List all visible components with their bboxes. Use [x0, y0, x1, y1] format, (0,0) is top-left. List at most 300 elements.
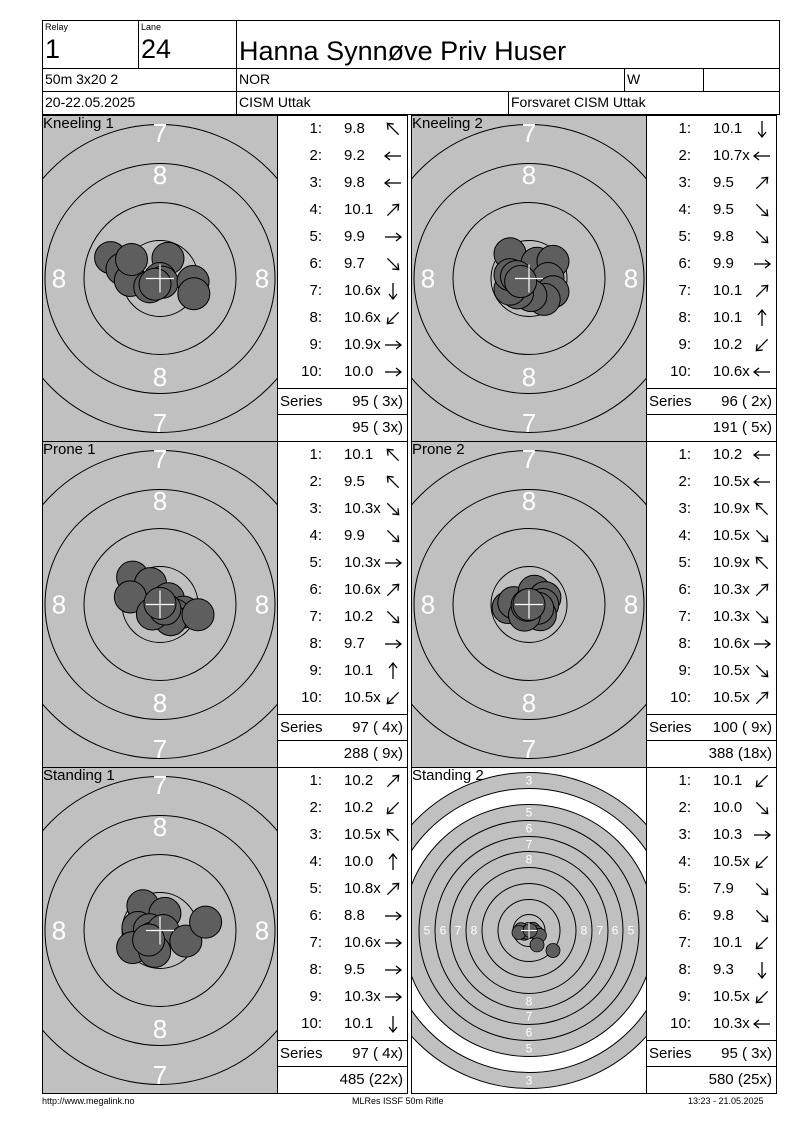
shot-direction-arrow-icon	[751, 145, 773, 167]
shot-direction-arrow-icon	[751, 1013, 773, 1035]
relay-label: Relay	[45, 22, 69, 32]
shot-row	[647, 768, 778, 795]
ring-label: 3	[525, 1073, 533, 1088]
shot-row	[278, 359, 409, 386]
series-label: Series	[280, 1045, 323, 1062]
series-total-row	[278, 388, 407, 416]
shot-direction-arrow-icon	[751, 552, 773, 574]
shot-direction-arrow-icon	[382, 226, 404, 248]
shot-direction-arrow-icon	[382, 851, 404, 873]
shot-row	[647, 957, 778, 984]
shot-number: 8:	[678, 635, 691, 652]
shot-number: 7:	[678, 282, 691, 299]
shot-direction-arrow-icon	[382, 1013, 404, 1035]
shot-row	[278, 876, 409, 903]
shot-row	[647, 496, 778, 523]
shot-number: 1:	[309, 772, 322, 789]
ring-label: 3	[525, 773, 533, 788]
event-name: 50m 3x20 2	[45, 71, 119, 87]
shot-direction-arrow-icon	[382, 905, 404, 927]
footer-timestamp: 13:23 - 21.05.2025	[688, 1096, 764, 1106]
shot-number: 2:	[678, 799, 691, 816]
shot-row	[647, 795, 778, 822]
shot-hole	[116, 244, 148, 276]
ring-label-top-8: 8	[152, 812, 168, 842]
ring-label-bottom-7: 7	[152, 734, 168, 764]
ring-label: 7	[596, 923, 604, 938]
shot-number: 8:	[309, 635, 322, 652]
ring-label-right-8: 8	[254, 263, 270, 294]
ring-label: 5	[423, 923, 431, 938]
cumulative-score: 95 ( 3x)	[352, 419, 403, 436]
target-face	[43, 768, 277, 1093]
shot-direction-arrow-icon	[751, 797, 773, 819]
shot-row	[647, 442, 778, 469]
shot-direction-arrow-icon	[751, 199, 773, 221]
shot-direction-arrow-icon	[751, 118, 773, 140]
shot-score: 10.1	[713, 934, 743, 951]
shot-number: 1:	[678, 446, 691, 463]
shot-score: 9.8	[344, 120, 365, 137]
shot-number: 6:	[309, 581, 322, 598]
shot-score: 10.2	[344, 799, 374, 816]
target-face	[43, 442, 277, 767]
series-label: Series	[280, 719, 323, 736]
shot-number: 7:	[309, 282, 322, 299]
shot-score: 9.8	[713, 907, 734, 924]
ring-label-top-7: 7	[152, 770, 168, 800]
ring-label-right-8: 8	[254, 915, 270, 946]
shot-direction-arrow-icon	[751, 361, 773, 383]
shot-score: 10.3x	[713, 608, 750, 625]
shot-row	[647, 903, 778, 930]
shot-hole	[139, 268, 171, 300]
shot-number: 5:	[678, 880, 691, 897]
shot-number: 3:	[678, 826, 691, 843]
shot-number: 8:	[678, 961, 691, 978]
shot-row	[278, 604, 409, 631]
shot-row	[647, 685, 778, 712]
shot-number: 4:	[678, 527, 691, 544]
shot-score: 10.1	[344, 446, 374, 463]
shot-row	[278, 523, 409, 550]
cumulative-total-row	[278, 414, 407, 442]
shot-score: 8.8	[344, 907, 365, 924]
series-total-row	[278, 1040, 407, 1068]
series-score: 97 ( 4x)	[352, 719, 403, 736]
ring-label-left-8: 8	[51, 915, 67, 946]
shot-score: 9.7	[344, 255, 365, 272]
shot-number: 2:	[678, 147, 691, 164]
target-face	[43, 116, 277, 441]
shot-score: 10.6x	[344, 309, 381, 326]
shot-direction-arrow-icon	[751, 280, 773, 302]
club-name: Forsvaret CISM Uttak	[511, 94, 646, 110]
shot-score: 9.7	[344, 635, 365, 652]
shot-direction-arrow-icon	[382, 932, 404, 954]
series-label: Series	[649, 719, 692, 736]
shot-score: 9.8	[713, 228, 734, 245]
shot-direction-arrow-icon	[382, 606, 404, 628]
shot-hole	[530, 938, 544, 952]
shot-direction-arrow-icon	[382, 687, 404, 709]
shot-score: 10.2	[344, 608, 374, 625]
shot-direction-arrow-icon	[382, 660, 404, 682]
shot-direction-arrow-icon	[751, 579, 773, 601]
shot-direction-arrow-icon	[751, 606, 773, 628]
shot-number: 4:	[309, 201, 322, 218]
ring-label-right-8: 8	[623, 263, 639, 294]
shot-list-4	[646, 441, 777, 768]
shot-row	[278, 116, 409, 143]
shot-number: 1:	[678, 120, 691, 137]
shot-row	[647, 332, 778, 359]
shot-list-6	[646, 767, 777, 1094]
shot-score: 9.5	[713, 201, 734, 218]
match-cell	[236, 91, 509, 115]
shot-direction-arrow-icon	[382, 878, 404, 900]
shot-row	[278, 1011, 409, 1038]
series-label: Series	[649, 1045, 692, 1062]
shot-direction-arrow-icon	[751, 633, 773, 655]
shot-number: 1:	[309, 120, 322, 137]
ring-label: 8	[525, 852, 533, 867]
shot-score: 10.0	[344, 363, 374, 380]
shot-number: 2:	[309, 147, 322, 164]
ring-label: 7	[454, 923, 462, 938]
ring-label: 6	[439, 923, 447, 938]
shot-direction-arrow-icon	[751, 253, 773, 275]
shot-number: 4:	[309, 527, 322, 544]
shot-number: 3:	[309, 174, 322, 191]
shot-row	[647, 469, 778, 496]
shot-hole	[505, 266, 537, 298]
shot-score: 10.2	[713, 446, 743, 463]
shot-number: 5:	[309, 880, 322, 897]
shot-row	[278, 658, 409, 685]
shot-row	[647, 251, 778, 278]
shot-row	[647, 577, 778, 604]
shot-number: 4:	[309, 853, 322, 870]
shot-direction-arrow-icon	[751, 471, 773, 493]
ring-label: 5	[525, 1041, 533, 1056]
shot-list-3	[277, 441, 408, 768]
shot-score: 10.1	[344, 201, 374, 218]
nation: NOR	[239, 71, 271, 87]
ring-label-top-7: 7	[152, 118, 168, 148]
shot-hole	[190, 906, 222, 938]
shot-row	[647, 143, 778, 170]
shot-score: 10.5x	[713, 473, 750, 490]
shot-row	[647, 1011, 778, 1038]
position-title: Standing 1	[43, 767, 115, 784]
shot-number: 9:	[678, 988, 691, 1005]
target-3	[42, 441, 278, 768]
shot-score: 10.2	[344, 772, 374, 789]
shot-score: 10.6x	[713, 363, 750, 380]
shot-number: 2:	[309, 799, 322, 816]
series-score: 100 ( 9x)	[712, 719, 772, 736]
shot-number: 5:	[678, 554, 691, 571]
blank-cell	[703, 68, 780, 92]
shot-score: 10.3x	[713, 1015, 750, 1032]
shot-direction-arrow-icon	[382, 334, 404, 356]
shot-row	[647, 523, 778, 550]
shot-direction-arrow-icon	[751, 986, 773, 1008]
shot-number: 10:	[670, 689, 691, 706]
target-1	[42, 115, 278, 442]
shot-score: 7.9	[713, 880, 734, 897]
shot-number: 7:	[678, 608, 691, 625]
shot-number: 3:	[678, 500, 691, 517]
target-face	[412, 442, 646, 767]
shot-direction-arrow-icon	[751, 687, 773, 709]
shot-score: 10.7x	[713, 147, 750, 164]
shot-score: 10.0	[344, 853, 374, 870]
shot-row	[647, 305, 778, 332]
position-title: Kneeling 1	[43, 115, 114, 132]
shot-direction-arrow-icon	[751, 498, 773, 520]
ring-label-top-8: 8	[521, 160, 537, 190]
shot-direction-arrow-icon	[382, 172, 404, 194]
ring-label: 8	[470, 923, 478, 938]
shot-number: 9:	[678, 662, 691, 679]
ring-label: 6	[611, 923, 619, 938]
shot-number: 6:	[678, 907, 691, 924]
event-cell	[42, 68, 237, 92]
series-total-row	[647, 714, 776, 742]
shot-number: 8:	[309, 309, 322, 326]
shot-row	[278, 822, 409, 849]
shot-number: 2:	[678, 473, 691, 490]
shot-row	[278, 469, 409, 496]
ring-label: 7	[525, 837, 533, 852]
shot-direction-arrow-icon	[751, 660, 773, 682]
shot-number: 10:	[301, 363, 322, 380]
shot-score: 9.9	[713, 255, 734, 272]
shot-direction-arrow-icon	[382, 444, 404, 466]
shot-score: 10.6x	[344, 581, 381, 598]
shot-row	[647, 930, 778, 957]
gender: W	[627, 71, 641, 87]
shot-number: 4:	[678, 201, 691, 218]
position-title: Standing 2	[412, 767, 484, 784]
shot-score: 10.3x	[344, 988, 381, 1005]
shot-row	[278, 496, 409, 523]
shot-row	[647, 658, 778, 685]
shot-number: 8:	[678, 309, 691, 326]
shot-number: 6:	[309, 907, 322, 924]
shot-direction-arrow-icon	[751, 905, 773, 927]
shot-score: 10.1	[713, 309, 743, 326]
ring-label-left-8: 8	[51, 589, 67, 620]
ring-label-bottom-8: 8	[521, 362, 537, 392]
ring-label-bottom-8: 8	[152, 688, 168, 718]
shot-direction-arrow-icon	[382, 824, 404, 846]
shot-row	[278, 849, 409, 876]
ring-label: 7	[525, 1009, 533, 1024]
shot-number: 2:	[309, 473, 322, 490]
shot-score: 9.3	[713, 961, 734, 978]
match-name: CISM Uttak	[239, 94, 311, 110]
shot-direction-arrow-icon	[751, 226, 773, 248]
shot-direction-arrow-icon	[751, 334, 773, 356]
shot-direction-arrow-icon	[751, 959, 773, 981]
shot-number: 10:	[670, 1015, 691, 1032]
shot-score: 10.3x	[713, 581, 750, 598]
shot-score: 10.3x	[344, 554, 381, 571]
position-title: Prone 1	[43, 441, 96, 458]
shot-direction-arrow-icon	[382, 959, 404, 981]
shot-score: 10.9x	[713, 554, 750, 571]
target-4	[411, 441, 647, 768]
shot-score: 10.3x	[344, 500, 381, 517]
cumulative-score: 388 (18x)	[708, 745, 772, 762]
ring-label-top-7: 7	[521, 444, 537, 474]
nation-cell	[236, 68, 625, 92]
shot-row	[647, 822, 778, 849]
shot-row	[278, 305, 409, 332]
shot-number: 5:	[678, 228, 691, 245]
series-total-row	[278, 714, 407, 742]
shot-score: 10.5x	[713, 662, 750, 679]
shot-row	[278, 251, 409, 278]
shot-score: 10.1	[713, 120, 743, 137]
shot-direction-arrow-icon	[751, 525, 773, 547]
relay-value: 1	[45, 34, 61, 64]
cumulative-score: 288 ( 9x)	[343, 745, 403, 762]
footer-software: MLRes ISSF 50m Rifle	[352, 1096, 444, 1106]
ring-label-right-8: 8	[254, 589, 270, 620]
ring-label-bottom-8: 8	[152, 362, 168, 392]
shot-row	[278, 442, 409, 469]
shot-row	[278, 795, 409, 822]
shot-number: 7:	[309, 608, 322, 625]
shot-row	[647, 876, 778, 903]
shot-hole	[178, 278, 210, 310]
shot-direction-arrow-icon	[751, 932, 773, 954]
shot-direction-arrow-icon	[382, 525, 404, 547]
shot-row	[647, 631, 778, 658]
shot-score: 9.2	[344, 147, 365, 164]
lane-value: 24	[141, 34, 172, 64]
shot-number: 7:	[309, 934, 322, 951]
shot-score: 9.5	[713, 174, 734, 191]
shot-direction-arrow-icon	[382, 552, 404, 574]
series-score: 95 ( 3x)	[352, 393, 403, 410]
ring-label: 8	[525, 994, 533, 1009]
shot-number: 10:	[301, 1015, 322, 1032]
shot-direction-arrow-icon	[751, 851, 773, 873]
shot-number: 3:	[309, 826, 322, 843]
cumulative-score: 580 (25x)	[708, 1071, 772, 1088]
ring-label: 4	[525, 789, 533, 804]
series-score: 97 ( 4x)	[352, 1045, 403, 1062]
shot-number: 6:	[678, 581, 691, 598]
shot-number: 10:	[670, 363, 691, 380]
series-total-row	[647, 1040, 776, 1068]
shot-score: 10.0	[713, 799, 743, 816]
shot-direction-arrow-icon	[382, 579, 404, 601]
ring-label-bottom-8: 8	[521, 688, 537, 718]
ring-label-bottom-7: 7	[521, 408, 537, 438]
relay-cell	[42, 20, 139, 69]
shot-direction-arrow-icon	[751, 824, 773, 846]
cumulative-score: 485 (22x)	[339, 1071, 403, 1088]
shot-score: 10.6x	[713, 635, 750, 652]
shot-row	[278, 278, 409, 305]
shot-number: 9:	[678, 336, 691, 353]
shot-number: 7:	[678, 934, 691, 951]
ring-label-bottom-7: 7	[152, 408, 168, 438]
shot-score: 9.5	[344, 473, 365, 490]
cumulative-total-row	[647, 740, 776, 768]
cumulative-total-row	[647, 1066, 776, 1094]
lane-label: Lane	[141, 22, 162, 32]
cumulative-score: 191 ( 5x)	[712, 419, 772, 436]
shot-row	[647, 849, 778, 876]
shot-score: 10.9x	[344, 336, 381, 353]
shot-number: 5:	[309, 228, 322, 245]
shot-score: 10.1	[713, 772, 743, 789]
shot-row	[647, 550, 778, 577]
shot-row	[278, 170, 409, 197]
shot-row	[278, 685, 409, 712]
ring-label: 8	[580, 923, 588, 938]
date: 20-22.05.2025	[45, 94, 136, 110]
target-face	[412, 768, 646, 1093]
shot-row	[647, 224, 778, 251]
shot-row	[647, 170, 778, 197]
target-face	[412, 116, 646, 441]
shot-score: 10.5x	[344, 826, 381, 843]
shot-score: 10.3	[713, 826, 743, 843]
shot-number: 1:	[309, 446, 322, 463]
shot-score: 10.9x	[713, 500, 750, 517]
shot-row	[278, 903, 409, 930]
shot-direction-arrow-icon	[751, 444, 773, 466]
shot-row	[647, 278, 778, 305]
shot-score: 10.5x	[713, 853, 750, 870]
shot-direction-arrow-icon	[382, 986, 404, 1008]
shot-score: 9.5	[344, 961, 365, 978]
shot-row	[647, 984, 778, 1011]
shot-direction-arrow-icon	[751, 878, 773, 900]
cumulative-total-row	[278, 740, 407, 768]
shot-score: 10.5x	[713, 527, 750, 544]
ring-label-bottom-7: 7	[152, 1060, 168, 1090]
shot-row	[278, 224, 409, 251]
shot-hole	[546, 944, 560, 958]
shot-row	[278, 957, 409, 984]
shot-direction-arrow-icon	[751, 770, 773, 792]
cumulative-total-row	[647, 414, 776, 442]
shot-direction-arrow-icon	[382, 361, 404, 383]
shot-row	[278, 577, 409, 604]
ring-label-top-7: 7	[152, 444, 168, 474]
ring-label-left-8: 8	[51, 263, 67, 294]
shot-number: 3:	[309, 500, 322, 517]
shot-score: 9.9	[344, 228, 365, 245]
shot-direction-arrow-icon	[382, 253, 404, 275]
shot-number: 4:	[678, 853, 691, 870]
club-cell	[508, 91, 780, 115]
shot-direction-arrow-icon	[382, 145, 404, 167]
shot-score: 10.5x	[713, 689, 750, 706]
shot-number: 3:	[678, 174, 691, 191]
position-title: Prone 2	[412, 441, 465, 458]
shot-row	[647, 116, 778, 143]
